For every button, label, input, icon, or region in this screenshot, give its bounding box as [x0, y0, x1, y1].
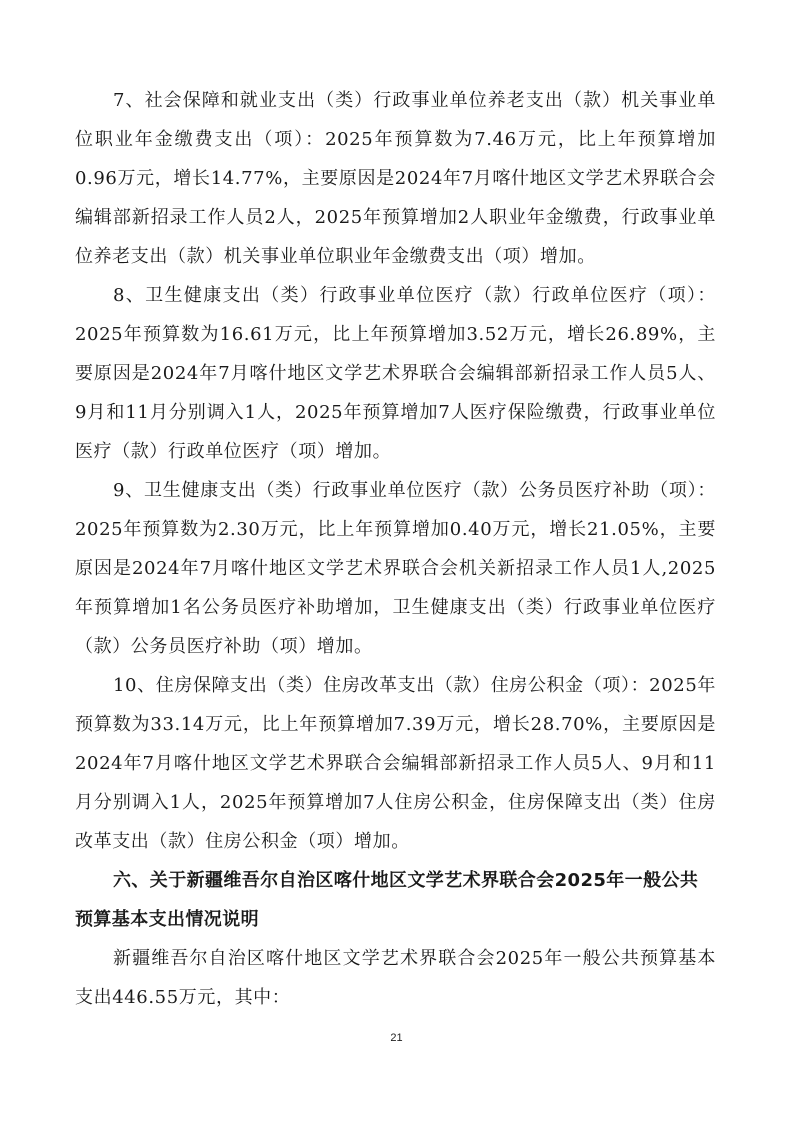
section-paragraph: 新疆维吾尔自治区喀什地区文学艺术界联合会2025年一般公共预算基本支出446.55万元，其中： [75, 948, 716, 1008]
page-number: 21 [390, 1032, 403, 1044]
paragraph-item-7: 7、社会保障和就业支出（类）行政事业单位养老支出（款）机关事业单位职业年金缴费支出（项）：2025年预算数为7.46万元，比上年预算增加0.96万元，增长14.77%，主要原因是2024年7月喀什地区文学艺术界联合会编辑部新招录工作人员2人，2025年预算增加2人职业年金缴费，行政事业单位养老支出（款）机关事业单位职业年金缴费支出（项）增加。 [75, 90, 716, 267]
paragraph-item-8: 8、卫生健康支出（类）行政事业单位医疗（款）行政单位医疗（项）：2025年预算数为16.61万元，比上年预算增加3.52万元，增长26.89%，主要原因是2024年7月喀什地区文学艺术界联合会编辑部新招录工作人员5人、9月和11月分别调入1人，2025年预算增加7人医疗保险缴费，行政事业单位医疗（款）行政单位医疗（项）增加。 [75, 285, 716, 462]
document-body [75, 81, 716, 1017]
paragraph-item-10: 10、住房保障支出（类）住房改革支出（款）住房公积金（项）：2025年预算数为33.14万元，比上年预算增加7.39万元，增长28.70%，主要原因是2024年7月喀什地区文学艺术界联合会编辑部新招录工作人员5人、9月和11月分别调入1人，2025年预算增加7人住房公积金，住房保障支出（类）住房改革支出（款）住房公积金（项）增加。 [75, 675, 716, 852]
section-heading: 六、关于新疆维吾尔自治区喀什地区文学艺术界联合会2025年一般公共预算基本支出情况说明 [75, 870, 699, 930]
paragraph-item-9: 9、卫生健康支出（类）行政事业单位医疗（款）公务员医疗补助（项）：2025年预算数为2.30万元，比上年预算增加0.40万元，增长21.05%，主要原因是2024年7月喀什地区文学艺术界联合会机关新招录工作人员1人,2025年预算增加1名公务员医疗补助增加，卫生健康支出（类）行政事业单位医疗（款）公务员医疗补助（项）增加。 [75, 480, 716, 657]
